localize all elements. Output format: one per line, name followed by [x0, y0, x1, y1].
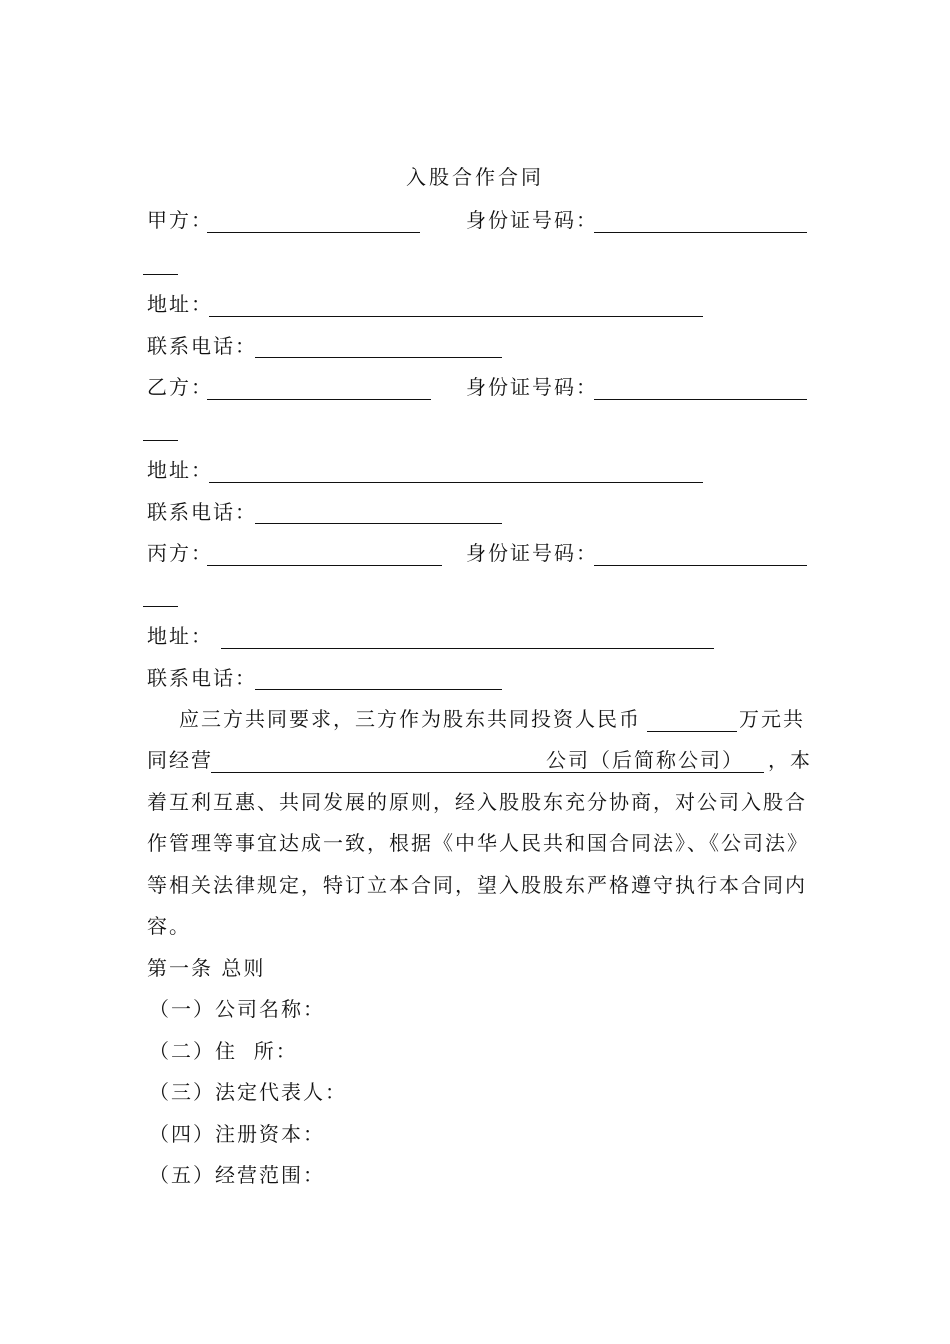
- intro-line-2a: 同经营: [147, 748, 213, 772]
- party-c-id-field[interactable]: [594, 565, 807, 566]
- party-a-id-label: 身份证号码：: [466, 208, 598, 232]
- party-b-id-field[interactable]: [594, 399, 807, 400]
- party-c-phone-field[interactable]: [255, 689, 502, 690]
- party-a-id-field[interactable]: [594, 232, 807, 233]
- article-1-item: （四）注册资本：: [149, 1122, 325, 1146]
- party-a-phone-field[interactable]: [255, 357, 502, 358]
- article-1-item: （五）经营范围：: [149, 1163, 325, 1187]
- party-b-id-field-continuation[interactable]: [143, 440, 178, 441]
- intro-line-2c: ，本: [768, 748, 812, 772]
- intro-line-4: 作管理等事宜达成一致，根据《中华人民共和国合同法》、《公司法》: [147, 831, 809, 855]
- company-name-field[interactable]: [211, 772, 764, 773]
- party-b-address-label: 地址：: [147, 458, 213, 482]
- article-1-heading: 第一条 总则: [147, 956, 266, 980]
- intro-line-1b: 万元共: [739, 707, 805, 731]
- party-b-label: 乙方：: [147, 375, 213, 399]
- article-1-item: （一）公司名称：: [149, 997, 325, 1021]
- party-b-name-field[interactable]: [207, 399, 431, 400]
- intro-line-2b: 公司（后简称公司）: [546, 748, 744, 772]
- intro-line-6: 容。: [147, 914, 191, 938]
- article-1-item: （三）法定代表人：: [149, 1080, 347, 1104]
- party-c-id-field-continuation[interactable]: [143, 606, 178, 607]
- party-c-address-label: 地址：: [147, 624, 213, 648]
- party-b-phone-field[interactable]: [255, 523, 502, 524]
- document-title: 入股合作合同: [406, 165, 544, 189]
- party-a-id-field-continuation[interactable]: [143, 274, 178, 275]
- party-b-phone-label: 联系电话：: [147, 500, 257, 524]
- intro-line-5: 等相关法律规定，特订立本合同，望入股股东严格遵守执行本合同内: [147, 873, 807, 897]
- party-c-address-field[interactable]: [221, 648, 714, 649]
- party-a-name-field[interactable]: [207, 232, 420, 233]
- party-a-address-label: 地址：: [147, 292, 213, 316]
- party-c-label: 丙方：: [147, 541, 213, 565]
- intro-line-3: 着互利互惠、共同发展的原则，经入股股东充分协商，对公司入股合: [147, 790, 807, 814]
- party-b-address-field[interactable]: [209, 482, 703, 483]
- party-c-phone-label: 联系电话：: [147, 666, 257, 690]
- party-a-phone-label: 联系电话：: [147, 334, 257, 358]
- article-1-item: （二）住 所：: [149, 1039, 298, 1063]
- party-c-id-label: 身份证号码：: [466, 541, 598, 565]
- party-b-id-label: 身份证号码：: [466, 375, 598, 399]
- investment-amount-field[interactable]: [647, 731, 737, 732]
- party-c-name-field[interactable]: [207, 565, 442, 566]
- party-a-label: 甲方：: [147, 208, 213, 232]
- party-a-address-field[interactable]: [209, 316, 703, 317]
- intro-line-1a: 应三方共同要求，三方作为股东共同投资人民币: [179, 707, 641, 731]
